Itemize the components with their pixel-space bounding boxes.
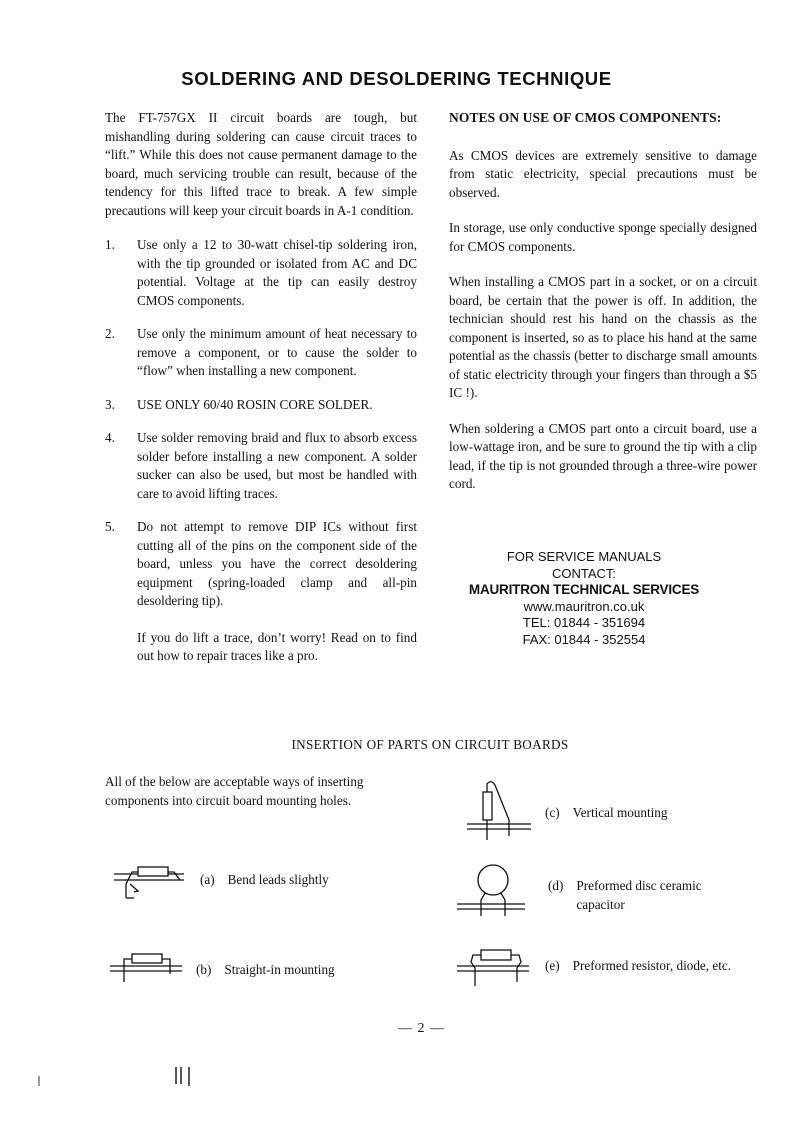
right-column [449, 109, 757, 511]
list-number: 2. [105, 326, 115, 341]
cmos-heading: NOTES ON USE OF CMOS COMPONENTS: [449, 110, 722, 125]
service-line: FOR SERVICE MANUALS [506, 549, 662, 564]
figure-caption: Bend leads slightly [227, 872, 329, 887]
page-number: — 2 — [398, 1021, 445, 1036]
service-company: MAURITRON TECHNICAL SERVICES [468, 582, 700, 597]
page-title: SOLDERING AND DESOLDERING TECHNIQUE [181, 68, 612, 89]
list-number: 3. [105, 396, 115, 412]
cmos-paragraph: When installing a CMOS part in a socket, or on a circuit board, be certain that the power is off. In addition, the technician should rest his hand on the chassis as the component is inserted, so as to place his hand at the same potential as the chassis (better to discharge small amounts of static electricity through your fingers than through a $5 IC !). [449, 274, 757, 400]
list-item [105, 325, 417, 381]
vertical-mounting-diagram [465, 778, 535, 844]
closing-paragraph: If you do lift a trace, don’t worry! Read on to find out how to repair traces like a pro. [137, 629, 417, 663]
service-tel: TEL: 01844 - 351694 [522, 615, 646, 630]
figure-caption: Preformed resistor, diode, etc. [572, 958, 732, 973]
figure-label: (b) [196, 962, 212, 977]
list-text: Do not attempt to remove DIP ICs without first cutting all of the pins on the component side of the board, unless you have the correct desoldering equipment (spring-loaded clamp and all-pin desoldering tip). [137, 519, 417, 608]
list-number: 5. [105, 519, 115, 534]
preformed-resistor-diagram [455, 944, 533, 989]
list-number: 4. [105, 430, 115, 445]
figure-label: (e) [545, 958, 560, 973]
list-item [105, 396, 417, 415]
list-text: Use only a 12 to 30-watt chisel-tip soldering iron, with the tip grounded or isolated from AC and DC potential. Voltage at the tip can easily destroy CMOS components. [137, 237, 417, 308]
list-item [105, 429, 417, 503]
service-fax: FAX: 01844 - 352554 [522, 631, 646, 647]
cmos-paragraph: As CMOS devices are extremely sensitive to damage from static electricity, special precautions must be observed. [449, 147, 757, 200]
scan-mark [170, 1064, 200, 1088]
cmos-paragraph: When soldering a CMOS part onto a circuit board, use a low-wattage iron, and be sure to ground the tip with a clip lead, if the tip is not grounded through a three-wire power cord. [449, 420, 757, 491]
cmos-paragraph: In storage, use only conductive sponge specially designed for CMOS components. [449, 220, 757, 254]
intro-paragraph: The FT-757GX II circuit boards are tough, but mishandling during soldering can cause circuit traces to “lift.” While this does not cause permanent damage to the board, much servicing trouble can result, because of the tendency for this lifted trace to break. A few simple precautions will keep your circuit boards in A-1 condition. [105, 110, 417, 218]
figure-caption: Preformed disc ceramic capacitor [576, 878, 702, 912]
figure-label: (c) [545, 805, 560, 820]
figure-label: (d) [548, 878, 564, 893]
service-web: www.mauritron.co.uk [523, 598, 645, 614]
insertion-intro: All of the below are acceptable ways of inserting components into circuit board mounting holes. [105, 774, 364, 808]
list-item [105, 236, 417, 310]
bend-leads-diagram [112, 858, 192, 908]
figure-caption: Straight-in mounting [224, 962, 335, 977]
straight-in-diagram [108, 946, 188, 986]
service-line: CONTACT: [551, 565, 617, 581]
scan-mark [36, 1074, 42, 1088]
list-item [105, 518, 417, 611]
list-text: Use only the minimum amount of heat necessary to remove a component, or to cause the solder to “flow” when installing a new component. [137, 326, 417, 378]
insertion-title: INSERTION OF PARTS ON CIRCUIT BOARDS [291, 737, 569, 752]
service-stamp [449, 549, 719, 648]
figure-caption: Vertical mounting [572, 805, 668, 820]
disc-capacitor-diagram [455, 860, 530, 920]
list-text: USE ONLY 60/40 ROSIN CORE SOLDER. [137, 396, 373, 412]
list-text: Use solder removing braid and flux to absorb excess solder before installing a new component. A solder sucker can also be used, but most be handled with care to avoid lifting traces. [137, 430, 417, 501]
precautions-list [105, 236, 417, 611]
left-column [105, 109, 417, 666]
list-number: 1. [105, 237, 115, 252]
figure-label: (a) [200, 872, 215, 887]
